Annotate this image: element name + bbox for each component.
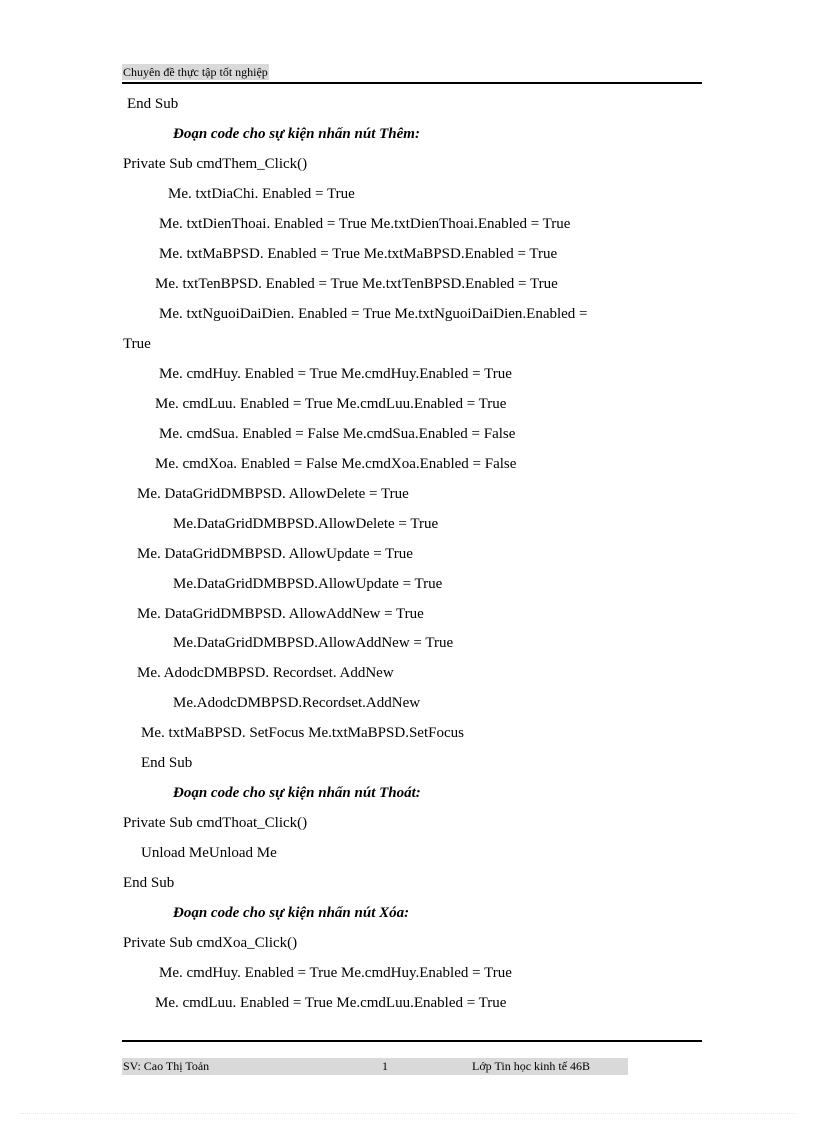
code-line: Me. txtNguoiDaiDien. Enabled = True Me.txtNguoiDaiDien.Enabled = xyxy=(159,306,588,322)
code-line: Me.AdodcDMBPSD.Recordset.AddNew xyxy=(173,695,421,711)
code-line: Me. cmdLuu. Enabled = True Me.cmdLuu.Enabled = True xyxy=(155,396,507,412)
code-line: Me. cmdHuy. Enabled = True Me.cmdHuy.Enabled = True xyxy=(159,965,512,981)
code-line: Private Sub cmdThoat_Click() xyxy=(123,815,308,831)
code-line: Me.DataGridDMBPSD.AllowDelete = True xyxy=(173,516,439,532)
header-rule xyxy=(122,82,702,84)
code-line: Me. txtDienThoai. Enabled = True Me.txtDienThoai.Enabled = True xyxy=(159,216,571,232)
code-line: Me. cmdLuu. Enabled = True Me.cmdLuu.Enabled = True xyxy=(155,995,507,1011)
section-heading: Đoạn code cho sự kiện nhấn nút Thoát: xyxy=(173,785,421,801)
code-line: Me. cmdXoa. Enabled = False Me.cmdXoa.Enabled = False xyxy=(155,456,517,472)
code-line: Me. cmdHuy. Enabled = True Me.cmdHuy.Enabled = True xyxy=(159,366,512,382)
code-line: Me. DataGridDMBPSD. AllowDelete = True xyxy=(137,486,409,502)
footer xyxy=(122,1058,628,1075)
code-line: Private Sub cmdXoa_Click() xyxy=(123,935,298,951)
code-line: End Sub xyxy=(141,755,193,771)
header-title: Chuyên đề thực tập tốt nghiệp xyxy=(123,65,268,79)
code-line: Private Sub cmdThem_Click() xyxy=(123,156,308,172)
code-line: Me. txtDiaChi. Enabled = True xyxy=(168,186,355,202)
code-line: Unload MeUnload Me xyxy=(141,845,277,861)
code-line: Me. DataGridDMBPSD. AllowAddNew = True xyxy=(137,606,424,622)
footer-page-number: 1 xyxy=(382,1059,388,1073)
code-line: End Sub xyxy=(127,96,179,112)
footer-rule xyxy=(122,1040,702,1042)
code-line: Me. txtTenBPSD. Enabled = True Me.txtTenBPSD.Enabled = True xyxy=(155,276,558,292)
code-line: End Sub xyxy=(123,875,175,891)
page-edge-divider xyxy=(20,1113,796,1115)
code-line: Me. AdodcDMBPSD. Recordset. AddNew xyxy=(137,665,394,681)
code-line: Me.DataGridDMBPSD.AllowAddNew = True xyxy=(173,635,454,651)
code-line: Me. DataGridDMBPSD. AllowUpdate = True xyxy=(137,546,413,562)
code-line: Me. cmdSua. Enabled = False Me.cmdSua.Enabled = False xyxy=(159,426,516,442)
section-heading: Đoạn code cho sự kiện nhấn nút Xóa: xyxy=(173,905,410,921)
code-line: Me. txtMaBPSD. SetFocus Me.txtMaBPSD.SetFocus xyxy=(141,725,464,741)
code-line: Me. txtMaBPSD. Enabled = True Me.txtMaBPSD.Enabled = True xyxy=(159,246,558,262)
code-line: True xyxy=(123,336,151,352)
footer-student: SV: Cao Thị Toản xyxy=(123,1059,210,1073)
code-line: Me.DataGridDMBPSD.AllowUpdate = True xyxy=(173,576,443,592)
footer-class: Lớp Tin học kinh tế 46B xyxy=(472,1059,591,1073)
section-heading: Đoạn code cho sự kiện nhấn nút Thêm: xyxy=(173,126,420,142)
